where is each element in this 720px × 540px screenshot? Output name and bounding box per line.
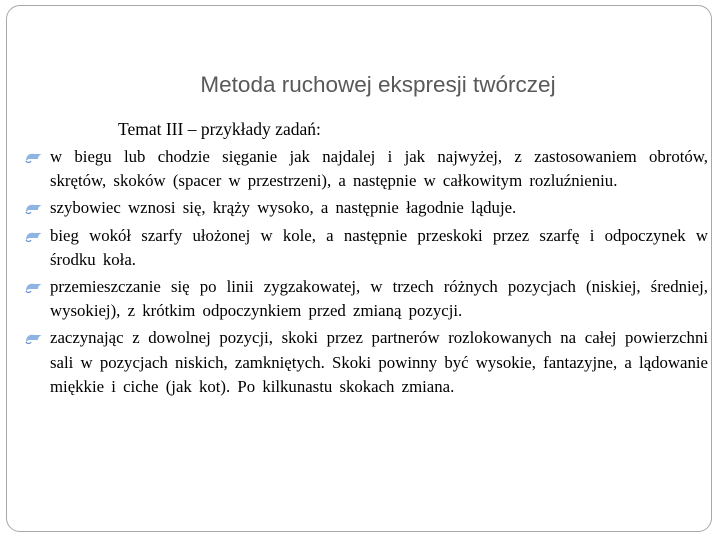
bullet-text: bieg wokół szarfy ułożonej w kole, a następnie przeskoki przez szarfę i odpoczynek w środku koła. <box>50 225 708 269</box>
scroll-bullet-icon <box>24 281 44 294</box>
scroll-bullet-icon <box>24 230 44 243</box>
scroll-bullet-icon <box>24 332 44 345</box>
bullet-item <box>24 145 708 193</box>
bullet-item <box>24 224 708 272</box>
bullet-item <box>24 196 708 220</box>
slide-subtitle: Temat III – przykłady zadań: <box>118 119 321 139</box>
bullet-text: przemieszczanie się po linii zygzakowatej, w trzech różnych pozycjach (niskiej, średniej, wysokiej), z krótkim odpoczynkiem przed zmianą pozycji. <box>50 277 708 321</box>
bullet-text: zaczynając z dowolnej pozycji, skoki przez partnerów rozlokowanych na całej powierzchni sali w pozycjach niskich, zamkniętych. Skoki powinny być wysokie, fantazyjne, a lądowanie miękkie i ciche (jak kot). Po kilkunastu skokach zmiana. <box>50 328 708 396</box>
scroll-bullet-icon <box>24 151 44 164</box>
bullet-list <box>24 145 708 402</box>
scroll-bullet-icon <box>24 202 44 215</box>
bullet-item <box>24 326 708 399</box>
bullet-item <box>24 275 708 323</box>
slide-title: Metoda ruchowej ekspresji twórczej <box>200 72 556 97</box>
bullet-text: w biegu lub chodzie sięganie jak najdalej i jak najwyżej, z zastosowaniem obrotów, skrętów, skoków (spacer w przestrzeni), a następnie w całkowitym rozluźnieniu. <box>50 147 708 191</box>
bullet-text: szybowiec wznosi się, krąży wysoko, a następnie łagodnie ląduje. <box>50 198 517 218</box>
